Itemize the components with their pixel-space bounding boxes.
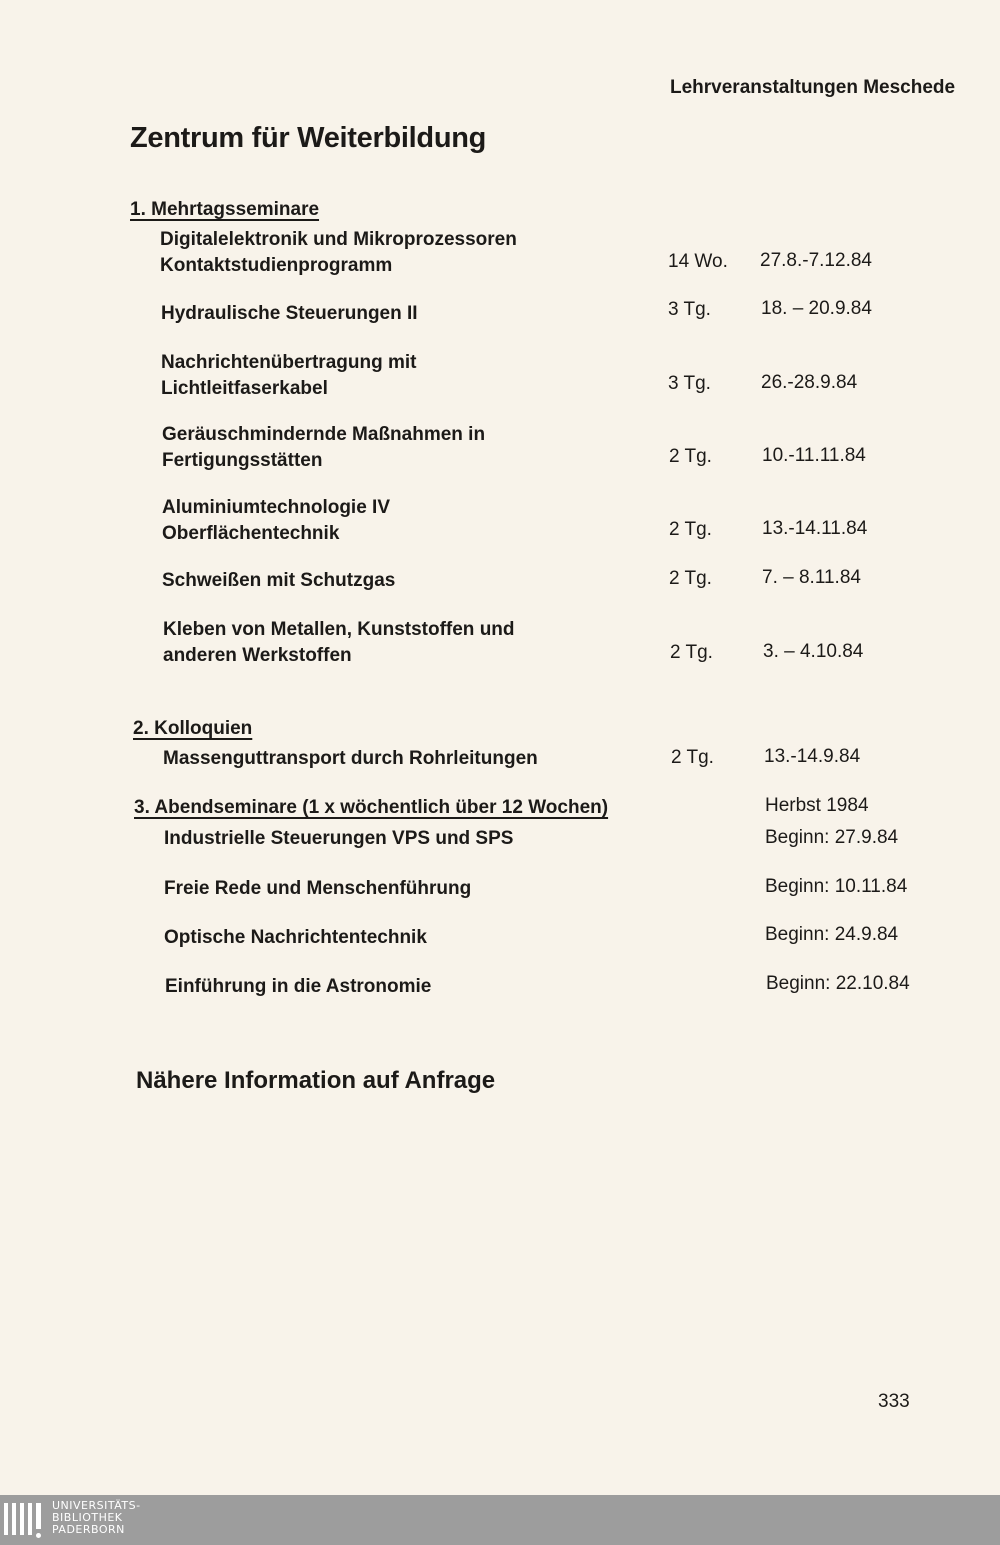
seminar-date: 7. – 8.11.84 — [762, 567, 861, 588]
kolloquium-duration: 2 Tg. — [671, 747, 714, 768]
kolloquium-title: Massenguttransport durch Rohrleitungen — [163, 748, 538, 769]
seminar-duration: 3 Tg. — [668, 373, 711, 394]
section-heading-mehrtagsseminare: 1. Mehrtagsseminare — [130, 199, 320, 220]
abendseminar-date: Beginn: 10.11.84 — [765, 876, 908, 897]
library-name: UNIVERSITÄTS- BIBLIOTHEK PADERBORN — [52, 1499, 141, 1536]
seminar-title: Geräuschmindernde Maßnahmen in Fertigungsstätten — [162, 424, 486, 471]
section-heading-abendseminare: 3. Abendseminare (1 x wöchentlich über 12 Wochen) — [134, 797, 609, 818]
seminar-title: Hydraulische Steuerungen II — [161, 303, 418, 324]
seminar-date: 27.8.-7.12.84 — [760, 250, 872, 271]
section-note: Herbst 1984 — [765, 795, 869, 816]
seminar-date: 3. – 4.10.84 — [763, 641, 864, 662]
page-number: 333 — [878, 1391, 910, 1412]
running-header: Lehrveranstaltungen Meschede — [670, 77, 956, 98]
abendseminar-title: Industrielle Steuerungen VPS und SPS — [164, 828, 514, 849]
seminar-duration: 2 Tg. — [670, 642, 713, 663]
section-heading-kolloquien: 2. Kolloquien — [133, 718, 253, 739]
seminar-date: 13.-14.11.84 — [762, 518, 868, 539]
seminar-duration: 2 Tg. — [669, 446, 712, 467]
abendseminar-title: Einführung in die Astronomie — [165, 976, 432, 997]
seminar-date: 26.-28.9.84 — [761, 372, 858, 393]
seminar-duration: 14 Wo. — [668, 251, 728, 272]
seminar-date: 10.-11.11.84 — [762, 445, 866, 466]
library-footer-bar — [0, 1495, 1000, 1545]
info-note: Nähere Information auf Anfrage — [136, 1067, 496, 1094]
library-logo-icon — [4, 1503, 46, 1539]
seminar-duration: 2 Tg. — [669, 519, 712, 540]
abendseminar-date: Beginn: 22.10.84 — [766, 973, 910, 994]
page-title: Zentrum für Weiterbildung — [130, 122, 487, 154]
seminar-title: Kleben von Metallen, Kunststoffen und anderen Werkstoffen — [163, 619, 515, 666]
seminar-title: Digitalelektronik und Mikroprozessoren Kontaktstudienprogramm — [160, 229, 517, 276]
abendseminar-date: Beginn: 27.9.84 — [765, 827, 899, 848]
abendseminar-title: Freie Rede und Menschenführung — [164, 878, 472, 899]
seminar-duration: 2 Tg. — [669, 568, 712, 589]
kolloquium-date: 13.-14.9.84 — [764, 746, 861, 767]
seminar-duration: 3 Tg. — [668, 299, 711, 320]
seminar-title: Schweißen mit Schutzgas — [162, 570, 396, 591]
seminar-title: Nachrichtenübertragung mit Lichtleitfaserkabel — [161, 352, 417, 399]
abendseminar-title: Optische Nachrichtentechnik — [164, 927, 427, 948]
abendseminar-date: Beginn: 24.9.84 — [765, 924, 899, 945]
seminar-title: Aluminiumtechnologie IV Oberflächentechnik — [162, 497, 391, 544]
seminar-date: 18. – 20.9.84 — [761, 298, 872, 319]
